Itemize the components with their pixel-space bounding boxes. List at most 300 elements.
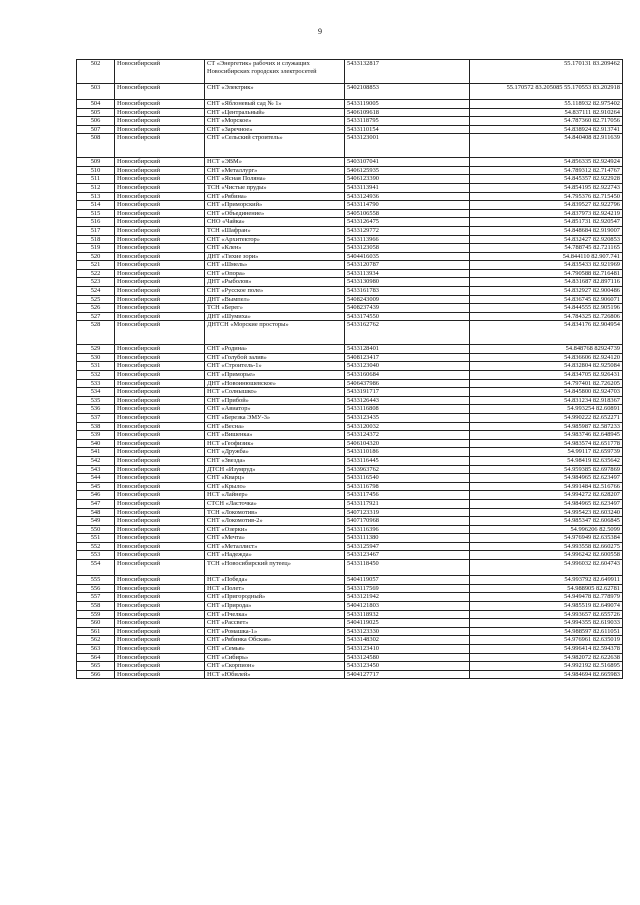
district-cell: Новосибирский <box>115 645 205 654</box>
row-number-cell: 518 <box>77 235 115 244</box>
table-row <box>77 602 623 611</box>
inn-cell: 5405106558 <box>345 209 470 218</box>
organization-name-cell: СНТ «Авиатор» <box>205 405 345 414</box>
inn-cell: 5406437986 <box>345 379 470 388</box>
table-row <box>77 584 623 593</box>
table-row <box>77 413 623 422</box>
coordinates-cell: 54.994355 82.619033 <box>470 619 623 628</box>
coordinates-cell: 54.832427 82.920853 <box>470 235 623 244</box>
inn-cell: 5433123040 <box>345 362 470 371</box>
organization-name-cell: СНТ «Локомотив-2» <box>205 517 345 526</box>
inn-cell: 5433124580 <box>345 653 470 662</box>
table-row <box>77 117 623 126</box>
inn-cell: 5404121803 <box>345 602 470 611</box>
row-number-cell: 507 <box>77 125 115 134</box>
coordinates-cell: 54.991484 82.516766 <box>470 482 623 491</box>
inn-cell: 5433116808 <box>345 405 470 414</box>
table-row <box>77 244 623 253</box>
coordinates-cell: 54.996032 82.604743 <box>470 560 623 576</box>
district-cell: Новосибирский <box>115 166 205 175</box>
table-row <box>77 252 623 261</box>
table-row <box>77 396 623 405</box>
inn-cell: 5433111380 <box>345 534 470 543</box>
row-number-cell: 506 <box>77 117 115 126</box>
district-cell: Новосибирский <box>115 422 205 431</box>
district-cell: Новосибирский <box>115 499 205 508</box>
organization-name-cell: НСТ «Солнышко» <box>205 388 345 397</box>
coordinates-cell: 54.845800 82.924703 <box>470 388 623 397</box>
inn-cell: 5433113941 <box>345 183 470 192</box>
coordinates-cell: 54.982072 82.622638 <box>470 653 623 662</box>
table-row <box>77 226 623 235</box>
district-cell: Новосибирский <box>115 287 205 296</box>
row-number-cell: 540 <box>77 439 115 448</box>
inn-cell: 5433128401 <box>345 345 470 354</box>
inn-cell: 5433116540 <box>345 474 470 483</box>
district-cell: Новосибирский <box>115 551 205 560</box>
table-row <box>77 593 623 602</box>
coordinates-cell: 54.797401 82.726205 <box>470 379 623 388</box>
coordinates-cell: 54.844110 82.907.741 <box>470 252 623 261</box>
organization-name-cell: СНТ «Клен» <box>205 244 345 253</box>
row-number-cell: 524 <box>77 287 115 296</box>
coordinates-cell: 54.832804 82.925084 <box>470 362 623 371</box>
organization-name-cell: ДНТ «Тихие зори» <box>205 252 345 261</box>
coordinates-cell: 54.98419 82.635642 <box>470 456 623 465</box>
row-number-cell: 554 <box>77 560 115 576</box>
coordinates-cell: 54.994272 82.628207 <box>470 491 623 500</box>
table-row <box>77 192 623 201</box>
district-cell: Новосибирский <box>115 244 205 253</box>
inn-cell: 5433191717 <box>345 388 470 397</box>
table-row <box>77 134 623 158</box>
organization-name-cell: СНТ «Ясная Поляна» <box>205 175 345 184</box>
inn-cell: 5433110154 <box>345 125 470 134</box>
district-cell: Новосибирский <box>115 576 205 585</box>
district-cell: Новосибирский <box>115 627 205 636</box>
district-cell: Новосибирский <box>115 448 205 457</box>
inn-cell: 5433126475 <box>345 218 470 227</box>
district-cell: Новосибирский <box>115 584 205 593</box>
coordinates-cell: 54.854195 82.922743 <box>470 183 623 192</box>
organization-name-cell: СНТ «Крыло» <box>205 482 345 491</box>
coordinates-cell: 54.996414 82.594378 <box>470 645 623 654</box>
coordinates-cell: 54.983746 82.648945 <box>470 431 623 440</box>
coordinates-cell: 54.848768 82924739 <box>470 345 623 354</box>
inn-cell: 5433116445 <box>345 456 470 465</box>
coordinates-cell: 54.835433 82.921969 <box>470 261 623 270</box>
table-row <box>77 379 623 388</box>
row-number-cell: 564 <box>77 653 115 662</box>
table-row <box>77 125 623 134</box>
coordinates-cell: 54.787360 82.717056 <box>470 117 623 126</box>
coordinates-cell: 54.784325 82.726806 <box>470 312 623 321</box>
coordinates-cell: 54.988905 82.62781 <box>470 584 623 593</box>
row-number-cell: 504 <box>77 99 115 108</box>
table-row <box>77 448 623 457</box>
coordinates-cell: 54.988597 82.611051 <box>470 627 623 636</box>
coordinates-cell: 54.990222 82.652271 <box>470 413 623 422</box>
district-cell: Новосибирский <box>115 158 205 167</box>
organization-name-cell: СНТ «Березка ЭМУ-3» <box>205 413 345 422</box>
row-number-cell: 510 <box>77 166 115 175</box>
coordinates-cell: 54.996242 82.600558 <box>470 551 623 560</box>
coordinates-cell: 54.838924 82.913741 <box>470 125 623 134</box>
row-number-cell: 565 <box>77 662 115 671</box>
row-number-cell: 547 <box>77 499 115 508</box>
coordinates-cell: 54.99117 82.659739 <box>470 448 623 457</box>
district-cell: Новосибирский <box>115 396 205 405</box>
table-row <box>77 158 623 167</box>
organization-name-cell: СНТ «Сельский строитель» <box>205 134 345 158</box>
inn-cell: 5408243009 <box>345 295 470 304</box>
organization-name-cell: СНТ «Ромашка-1» <box>205 627 345 636</box>
coordinates-cell: 54.976949 82.635384 <box>470 534 623 543</box>
organization-name-cell: СНТ «Семья» <box>205 645 345 654</box>
table-row <box>77 576 623 585</box>
district-cell: Новосибирский <box>115 379 205 388</box>
coordinates-cell: 54.834705 82.926431 <box>470 371 623 380</box>
inn-cell: 5433161783 <box>345 287 470 296</box>
inn-cell: 5433123435 <box>345 413 470 422</box>
organization-name-cell: НСТ «ЭВМ» <box>205 158 345 167</box>
organization-name-cell: СНТ «Дружба» <box>205 448 345 457</box>
row-number-cell: 533 <box>77 379 115 388</box>
table-row <box>77 525 623 534</box>
table-row <box>77 166 623 175</box>
inn-cell: 5433124936 <box>345 192 470 201</box>
district-cell: Новосибирский <box>115 362 205 371</box>
inn-cell: 5404416035 <box>345 252 470 261</box>
district-cell: Новосибирский <box>115 560 205 576</box>
inn-cell: 5407123319 <box>345 508 470 517</box>
coordinates-cell: 54.993657 82.655726 <box>470 610 623 619</box>
coordinates-cell: 55.170572 83.205085 55.170553 83.202918 <box>470 83 623 99</box>
district-cell: Новосибирский <box>115 345 205 354</box>
table-row <box>77 321 623 345</box>
district-cell: Новосибирский <box>115 508 205 517</box>
coordinates-cell: 54.976961 82.635019 <box>470 636 623 645</box>
row-number-cell: 546 <box>77 491 115 500</box>
table-row <box>77 645 623 654</box>
coordinates-cell: 54.837111 82.910264 <box>470 108 623 117</box>
district-cell: Новосибирский <box>115 201 205 210</box>
row-number-cell: 560 <box>77 619 115 628</box>
inn-cell: 5433114790 <box>345 201 470 210</box>
coordinates-cell: 54.795376 82.715450 <box>470 192 623 201</box>
row-number-cell: 536 <box>77 405 115 414</box>
table-row <box>77 499 623 508</box>
district-cell: Новосибирский <box>115 321 205 345</box>
inn-cell: 5433118932 <box>345 610 470 619</box>
row-number-cell: 517 <box>77 226 115 235</box>
organization-name-cell: НСТ «Юбилей» <box>205 670 345 679</box>
inn-cell: 5433123330 <box>345 627 470 636</box>
district-cell: Новосибирский <box>115 353 205 362</box>
row-number-cell: 543 <box>77 465 115 474</box>
inn-cell: 5433120787 <box>345 261 470 270</box>
district-cell: Новосибирский <box>115 662 205 671</box>
district-cell: Новосибирский <box>115 83 205 99</box>
district-cell: Новосибирский <box>115 405 205 414</box>
district-cell: Новосибирский <box>115 431 205 440</box>
district-cell: Новосибирский <box>115 183 205 192</box>
district-cell: Новосибирский <box>115 482 205 491</box>
inn-cell: 5408237439 <box>345 304 470 313</box>
organization-name-cell: СНТ «Мечта» <box>205 534 345 543</box>
row-number-cell: 502 <box>77 60 115 84</box>
table-row <box>77 362 623 371</box>
district-cell: Новосибирский <box>115 192 205 201</box>
coordinates-cell: 54.788745 82.721165 <box>470 244 623 253</box>
row-number-cell: 514 <box>77 201 115 210</box>
inn-cell: 5433123467 <box>345 551 470 560</box>
inn-cell: 5406109618 <box>345 108 470 117</box>
inn-cell: 5433963762 <box>345 465 470 474</box>
district-cell: Новосибирский <box>115 636 205 645</box>
district-cell: Новосибирский <box>115 226 205 235</box>
table-row <box>77 175 623 184</box>
table-row <box>77 218 623 227</box>
coordinates-cell: 54.839527 82.922796 <box>470 201 623 210</box>
table-row <box>77 508 623 517</box>
table-row <box>77 439 623 448</box>
inn-cell: 5406104320 <box>345 439 470 448</box>
organization-name-cell: СНТ «Надежда» <box>205 551 345 560</box>
coordinates-cell: 54.831687 82.897116 <box>470 278 623 287</box>
row-number-cell: 528 <box>77 321 115 345</box>
organization-name-cell: СНТ «Природа» <box>205 602 345 611</box>
row-number-cell: 532 <box>77 371 115 380</box>
organization-name-cell: СНТ «Опора» <box>205 269 345 278</box>
row-number-cell: 520 <box>77 252 115 261</box>
table-row <box>77 183 623 192</box>
row-number-cell: 553 <box>77 551 115 560</box>
table-row <box>77 491 623 500</box>
table-row <box>77 60 623 84</box>
organization-name-cell: ТСН «Шафран» <box>205 226 345 235</box>
row-number-cell: 548 <box>77 508 115 517</box>
coordinates-cell: 54.832927 82.900486 <box>470 287 623 296</box>
row-number-cell: 557 <box>77 593 115 602</box>
inn-cell: 5433125947 <box>345 542 470 551</box>
organization-name-cell: СНТ «Приморье» <box>205 371 345 380</box>
district-cell: Новосибирский <box>115 474 205 483</box>
inn-cell: 5433129772 <box>345 226 470 235</box>
table-row <box>77 405 623 414</box>
inn-cell: 5433123001 <box>345 134 470 158</box>
inn-cell: 5407170968 <box>345 517 470 526</box>
district-cell: Новосибирский <box>115 456 205 465</box>
organization-name-cell: СНТ «Пчелка» <box>205 610 345 619</box>
district-cell: Новосибирский <box>115 388 205 397</box>
coordinates-cell: 54.993558 82.660275 <box>470 542 623 551</box>
coordinates-cell: 55.118932 82.975402 <box>470 99 623 108</box>
organization-name-cell: СНТ «Родина» <box>205 345 345 354</box>
row-number-cell: 511 <box>77 175 115 184</box>
inn-cell: 5406125935 <box>345 166 470 175</box>
inn-cell: 5433118795 <box>345 117 470 126</box>
coordinates-cell: 54.983574 82.651778 <box>470 439 623 448</box>
table-row <box>77 456 623 465</box>
district-cell: Новосибирский <box>115 125 205 134</box>
row-number-cell: 562 <box>77 636 115 645</box>
coordinates-cell: 54.856335 82.924924 <box>470 158 623 167</box>
organization-name-cell: ТСН «Чистые пруды» <box>205 183 345 192</box>
inn-cell: 5406123390 <box>345 175 470 184</box>
row-number-cell: 555 <box>77 576 115 585</box>
coordinates-cell: 54.993792 82.649911 <box>470 576 623 585</box>
coordinates-cell: 54.790588 82.716481 <box>470 269 623 278</box>
row-number-cell: 519 <box>77 244 115 253</box>
organization-name-cell: СНТ «Строитель-1» <box>205 362 345 371</box>
table-row <box>77 542 623 551</box>
table-row <box>77 465 623 474</box>
row-number-cell: 505 <box>77 108 115 117</box>
coordinates-cell: 54.959385 82.697869 <box>470 465 623 474</box>
row-number-cell: 558 <box>77 602 115 611</box>
registry-table <box>76 59 623 679</box>
district-cell: Новосибирский <box>115 670 205 679</box>
coordinates-cell: 55.170131 83.209462 <box>470 60 623 84</box>
row-number-cell: 503 <box>77 83 115 99</box>
table-row <box>77 278 623 287</box>
table-row <box>77 388 623 397</box>
row-number-cell: 526 <box>77 304 115 313</box>
district-cell: Новосибирский <box>115 534 205 543</box>
table-row <box>77 345 623 354</box>
table-row <box>77 653 623 662</box>
organization-name-cell: СНТ «Шмель» <box>205 261 345 270</box>
row-number-cell: 515 <box>77 209 115 218</box>
table-row <box>77 627 623 636</box>
row-number-cell: 551 <box>77 534 115 543</box>
row-number-cell: 523 <box>77 278 115 287</box>
table-row <box>77 353 623 362</box>
district-cell: Новосибирский <box>115 108 205 117</box>
organization-name-cell: СНТ «Яблоневый сад № 1» <box>205 99 345 108</box>
inn-cell: 5403107041 <box>345 158 470 167</box>
district-cell: Новосибирский <box>115 413 205 422</box>
coordinates-cell: 54.836606 82.924120 <box>470 353 623 362</box>
table-row <box>77 619 623 628</box>
organization-name-cell: СНТ «Электрик» <box>205 83 345 99</box>
district-cell: Новосибирский <box>115 619 205 628</box>
inn-cell: 5433124372 <box>345 431 470 440</box>
organization-name-cell: СНТ «Звезда» <box>205 456 345 465</box>
table-row <box>77 482 623 491</box>
organization-name-cell: СНТ «Сибирь» <box>205 653 345 662</box>
inn-cell: 5433117569 <box>345 584 470 593</box>
organization-name-cell: СНТ «Весна» <box>205 422 345 431</box>
table-row <box>77 670 623 679</box>
row-number-cell: 521 <box>77 261 115 270</box>
inn-cell: 5433174550 <box>345 312 470 321</box>
district-cell: Новосибирский <box>115 99 205 108</box>
table-row <box>77 534 623 543</box>
organization-name-cell: СНТ «Металлург» <box>205 166 345 175</box>
row-number-cell: 527 <box>77 312 115 321</box>
table-row <box>77 551 623 560</box>
district-cell: Новосибирский <box>115 117 205 126</box>
table-row <box>77 560 623 576</box>
district-cell: Новосибирский <box>115 542 205 551</box>
coordinates-cell: 54.840408 82.911639 <box>470 134 623 158</box>
row-number-cell: 534 <box>77 388 115 397</box>
row-number-cell: 535 <box>77 396 115 405</box>
row-number-cell: 538 <box>77 422 115 431</box>
table-row <box>77 83 623 99</box>
coordinates-cell: 54.984965 82.623497 <box>470 499 623 508</box>
organization-name-cell: СНТ «Рябинка Обская» <box>205 636 345 645</box>
coordinates-cell: 54.985519 82.649074 <box>470 602 623 611</box>
coordinates-cell: 54.845357 82.922928 <box>470 175 623 184</box>
organization-name-cell: СТСН «Ласточка» <box>205 499 345 508</box>
organization-name-cell: СНТ «Морское» <box>205 117 345 126</box>
inn-cell: 5433119005 <box>345 99 470 108</box>
row-number-cell: 542 <box>77 456 115 465</box>
table-row <box>77 422 623 431</box>
coordinates-cell: 54.992192 82.516895 <box>470 662 623 671</box>
coordinates-cell: 54.996206 82.5099 <box>470 525 623 534</box>
page-number: 9 <box>318 27 322 36</box>
district-cell: Новосибирский <box>115 465 205 474</box>
organization-name-cell: НСТ «Лайнер» <box>205 491 345 500</box>
table-row <box>77 431 623 440</box>
organization-name-cell: СНТ «Рассвет» <box>205 619 345 628</box>
organization-name-cell: ТСН «Новосибирский путеец» <box>205 560 345 576</box>
row-number-cell: 563 <box>77 645 115 654</box>
row-number-cell: 544 <box>77 474 115 483</box>
district-cell: Новосибирский <box>115 304 205 313</box>
row-number-cell: 549 <box>77 517 115 526</box>
coordinates-cell: 54.984965 82.623497 <box>470 474 623 483</box>
organization-name-cell: ДНТСН «Морские просторы» <box>205 321 345 345</box>
coordinates-cell: 54.848684 82.919007 <box>470 226 623 235</box>
district-cell: Новосибирский <box>115 525 205 534</box>
row-number-cell: 552 <box>77 542 115 551</box>
row-number-cell: 550 <box>77 525 115 534</box>
row-number-cell: 541 <box>77 448 115 457</box>
row-number-cell: 522 <box>77 269 115 278</box>
organization-name-cell: СНТ «Архитектор» <box>205 235 345 244</box>
organization-name-cell: СНТ «Скорпион» <box>205 662 345 671</box>
organization-name-cell: ДНТ «Шумиха» <box>205 312 345 321</box>
inn-cell: 5433117456 <box>345 491 470 500</box>
row-number-cell: 566 <box>77 670 115 679</box>
row-number-cell: 530 <box>77 353 115 362</box>
table-row <box>77 269 623 278</box>
inn-cell: 5433160684 <box>345 371 470 380</box>
row-number-cell: 516 <box>77 218 115 227</box>
coordinates-cell: 54.831234 82.918367 <box>470 396 623 405</box>
row-number-cell: 559 <box>77 610 115 619</box>
inn-cell: 5404127717 <box>345 670 470 679</box>
organization-name-cell: НСТ «Геофизик» <box>205 439 345 448</box>
table-row <box>77 636 623 645</box>
inn-cell: 5433117921 <box>345 499 470 508</box>
row-number-cell: 525 <box>77 295 115 304</box>
coordinates-cell: 54.985987 82.587233 <box>470 422 623 431</box>
inn-cell: 5433118450 <box>345 560 470 576</box>
inn-cell: 5404119025 <box>345 619 470 628</box>
organization-name-cell: НСТ «Победа» <box>205 576 345 585</box>
district-cell: Новосибирский <box>115 602 205 611</box>
coordinates-cell: 54.949478 82.778979 <box>470 593 623 602</box>
district-cell: Новосибирский <box>115 439 205 448</box>
district-cell: Новосибирский <box>115 593 205 602</box>
coordinates-cell: 54.851731 82.920547 <box>470 218 623 227</box>
